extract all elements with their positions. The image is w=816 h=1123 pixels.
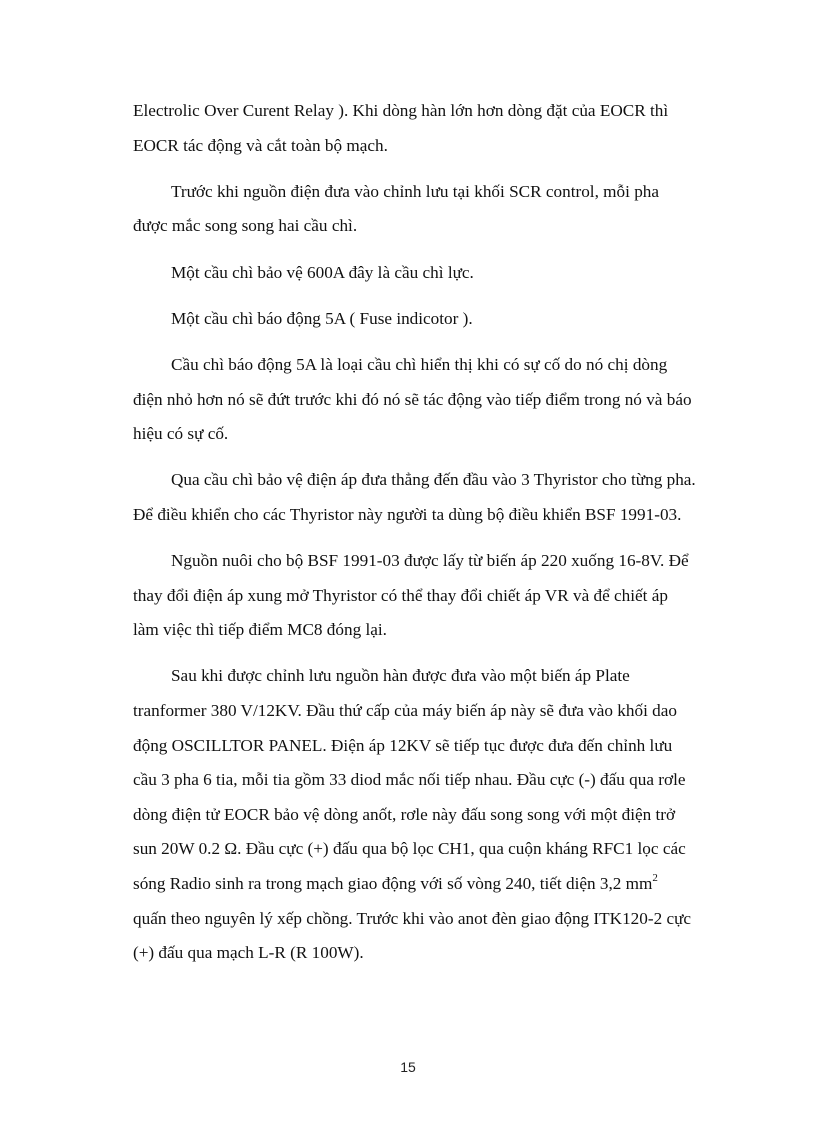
text-line: Một cầu chì bảo vệ 600A đây là cầu chì lực. <box>171 262 474 282</box>
paragraph-bsf-power <box>133 544 723 648</box>
paragraph-power-fuse <box>133 256 723 291</box>
text-line: động OSCILLTOR PANEL. Điện áp 12KV sẽ tiếp tục được đưa đến chỉnh lưu <box>133 735 673 755</box>
paragraph-indicator-fuse <box>133 302 723 337</box>
text-line-with-superscript <box>133 867 723 902</box>
text-line: Cầu chì báo động 5A là loại cầu chì hiển thị khi có sự cố do nó chị dòng <box>171 354 668 374</box>
text-line: Một cầu chì báo động 5A ( Fuse indicotor ). <box>171 308 473 328</box>
paragraph-plate-transformer <box>133 659 723 970</box>
text-line: Qua cầu chì bảo vệ điện áp đưa thẳng đến đầu vào 3 Thyristor cho từng pha. <box>171 470 696 490</box>
text-line: Electrolic Over Curent Relay ). Khi dòng hàn lớn hơn dòng đặt của EOCR thì <box>133 101 669 120</box>
text-line: Sau khi được chỉnh lưu nguồn hàn được đưa vào một biến áp Plate <box>171 666 630 686</box>
page-number: 15 <box>400 1059 416 1075</box>
text-line: hiệu có sự cố. <box>133 424 229 444</box>
text-line: quấn theo nguyên lý xếp chồng. Trước khi vào anot đèn giao động ITK120-2 cực <box>133 908 692 928</box>
paragraph-eocr-relay <box>133 94 723 163</box>
text-line: EOCR tác động và cắt toàn bộ mạch. <box>133 135 388 155</box>
text-line: được mắc song song hai cầu chì. <box>133 216 358 236</box>
body-text <box>133 94 723 982</box>
text-line: làm việc thì tiếp điểm MC8 đóng lại. <box>133 620 387 640</box>
text-line: cầu 3 pha 6 tia, mỗi tia gồm 33 diod mắc nối tiếp nhau. Đầu cực (-) đấu qua rơle <box>133 770 686 790</box>
text-line: thay đổi điện áp xung mở Thyristor có thể thay đổi chiết áp VR và để chiết áp <box>133 585 668 605</box>
text-line: Trước khi nguồn điện đưa vào chỉnh lưu tại khối SCR control, mỗi pha <box>171 181 660 201</box>
text-line: điện nhỏ hơn nó sẽ đứt trước khi đó nó sẽ tác động vào tiếp điểm trong nó và báo <box>133 389 692 409</box>
text-line: Nguồn nuôi cho bộ BSF 1991-03 được lấy từ biến áp 220 xuống 16-8V. Để <box>171 551 689 571</box>
text-line: dòng điện tử EOCR bảo vệ dòng anốt, rơle này đấu song song với một điện trở <box>133 804 676 824</box>
text-segment: sóng Radio sinh ra trong mạch giao động với số vòng 240, tiết diện 3,2 mm <box>133 874 653 894</box>
text-line: tranformer 380 V/12KV. Đầu thứ cấp của máy biến áp này sẽ đưa vào khối dao <box>133 701 677 721</box>
text-line: sun 20W 0.2 Ω. Đầu cực (+) đấu qua bộ lọc CH1, qua cuộn kháng RFC1 lọc các <box>133 839 686 859</box>
paragraph-thyristor-input <box>133 463 723 532</box>
paragraph-fuse-behavior <box>133 348 723 452</box>
paragraph-scr-control <box>133 175 723 244</box>
text-line: Để điều khiển cho các Thyristor này người ta dùng bộ điều khiển BSF 1991-03. <box>133 504 682 524</box>
text-line: (+) đấu qua mạch L-R (R 100W). <box>133 943 364 963</box>
superscript: 2 <box>652 872 658 885</box>
